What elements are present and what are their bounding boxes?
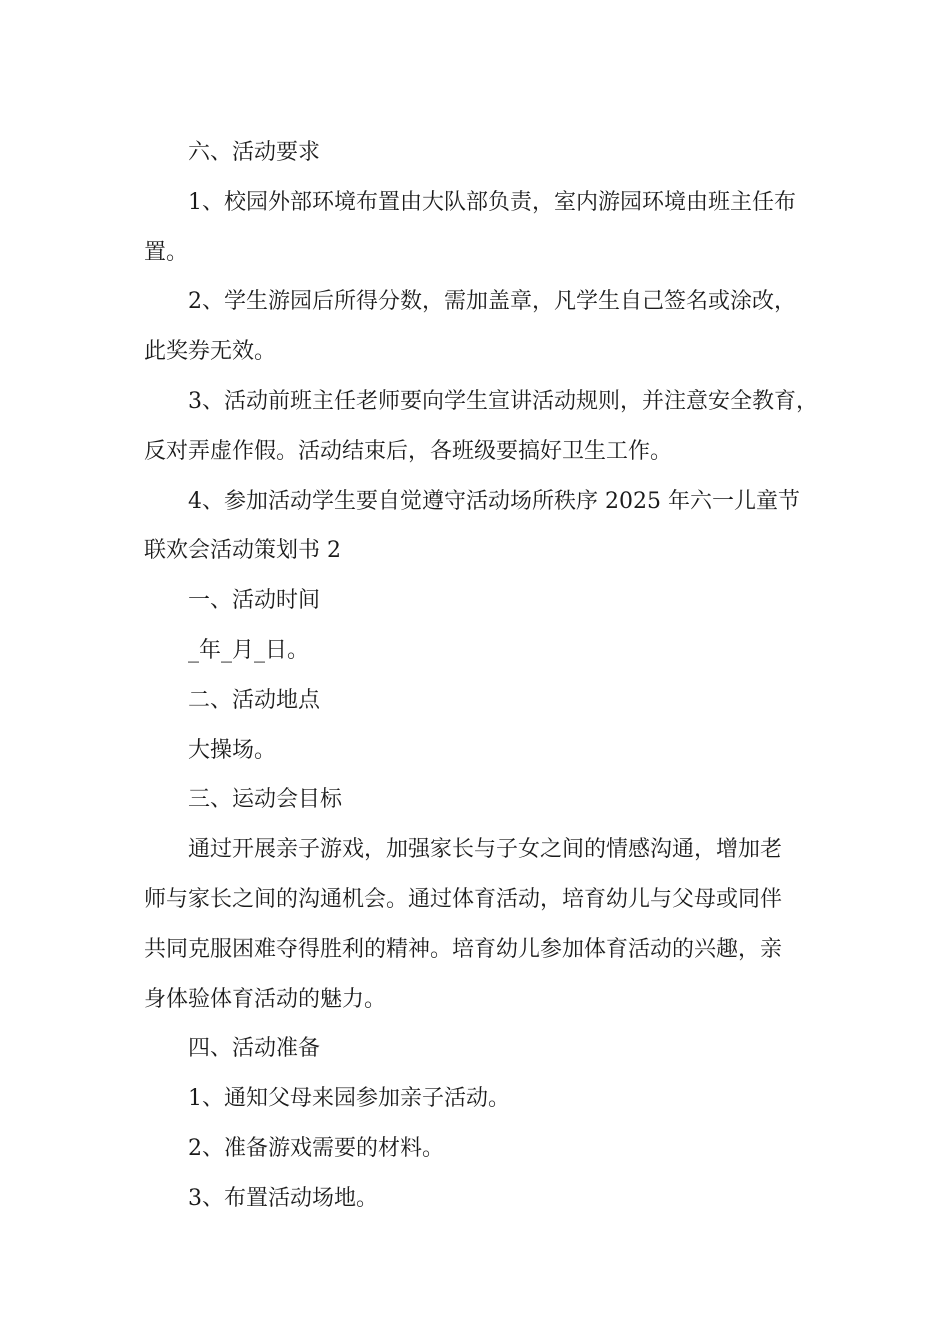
text-line: 一、活动时间 bbox=[188, 588, 321, 614]
text-line: _年_月_日。 bbox=[188, 637, 310, 663]
text-line: 大操场。 bbox=[188, 737, 277, 763]
text-line: 1、校园外部环境布置由大队部负责，室内游园环境由班主任布 bbox=[188, 189, 796, 215]
requirement-item-1 bbox=[144, 178, 824, 278]
text-line: 二、活动地点 bbox=[188, 687, 321, 713]
text-line: 2、学生游园后所得分数，需加盖章，凡学生自己签名或涂改， bbox=[188, 289, 796, 315]
text-line: 联欢会活动策划书 2 bbox=[144, 538, 341, 564]
section-heading-preparation bbox=[144, 1024, 824, 1074]
text-line: 四、活动准备 bbox=[188, 1036, 321, 1062]
text-line: 3、布置活动场地。 bbox=[188, 1185, 378, 1211]
text-line: 身体验体育活动的魅力。 bbox=[144, 986, 387, 1012]
section-heading-goals bbox=[144, 775, 824, 825]
location-value bbox=[144, 726, 824, 776]
goals-paragraph bbox=[144, 825, 824, 1024]
text-line: 师与家长之间的沟通机会。通过体育活动，培育幼儿与父母或同伴 bbox=[144, 886, 783, 912]
text-line: 3、活动前班主任老师要向学生宣讲活动规则，并注意安全教育， bbox=[188, 388, 818, 414]
text-line: 六、活动要求 bbox=[188, 140, 321, 165]
preparation-item-3 bbox=[144, 1174, 824, 1224]
text-line: 此奖券无效。 bbox=[144, 339, 277, 365]
requirement-item-3 bbox=[144, 377, 824, 477]
time-value bbox=[144, 626, 824, 676]
text-line: 通过开展亲子游戏，加强家长与子女之间的情感沟通，增加老 bbox=[188, 837, 783, 863]
text-line: 三、运动会目标 bbox=[188, 787, 343, 813]
preparation-item-2 bbox=[144, 1124, 824, 1174]
section-heading-location bbox=[144, 676, 824, 726]
section-heading-requirements bbox=[144, 128, 824, 178]
text-line: 2、准备游戏需要的材料。 bbox=[188, 1135, 444, 1161]
preparation-item-1 bbox=[144, 1074, 824, 1124]
text-line: 4、参加活动学生要自觉遵守活动场所秩序 2025 年六一儿童节 bbox=[188, 488, 800, 514]
requirement-item-4 bbox=[144, 477, 824, 577]
requirement-item-2 bbox=[144, 277, 824, 377]
text-line: 1、通知父母来园参加亲子活动。 bbox=[188, 1086, 510, 1112]
section-heading-time bbox=[144, 576, 824, 626]
text-line: 共同克服困难夺得胜利的精神。培育幼儿参加体育活动的兴趣，亲 bbox=[144, 936, 783, 962]
text-line: 反对弄虚作假。活动结束后，各班级要搞好卫生工作。 bbox=[144, 438, 673, 464]
document-body bbox=[144, 128, 824, 1224]
text-line: 置。 bbox=[144, 239, 189, 265]
